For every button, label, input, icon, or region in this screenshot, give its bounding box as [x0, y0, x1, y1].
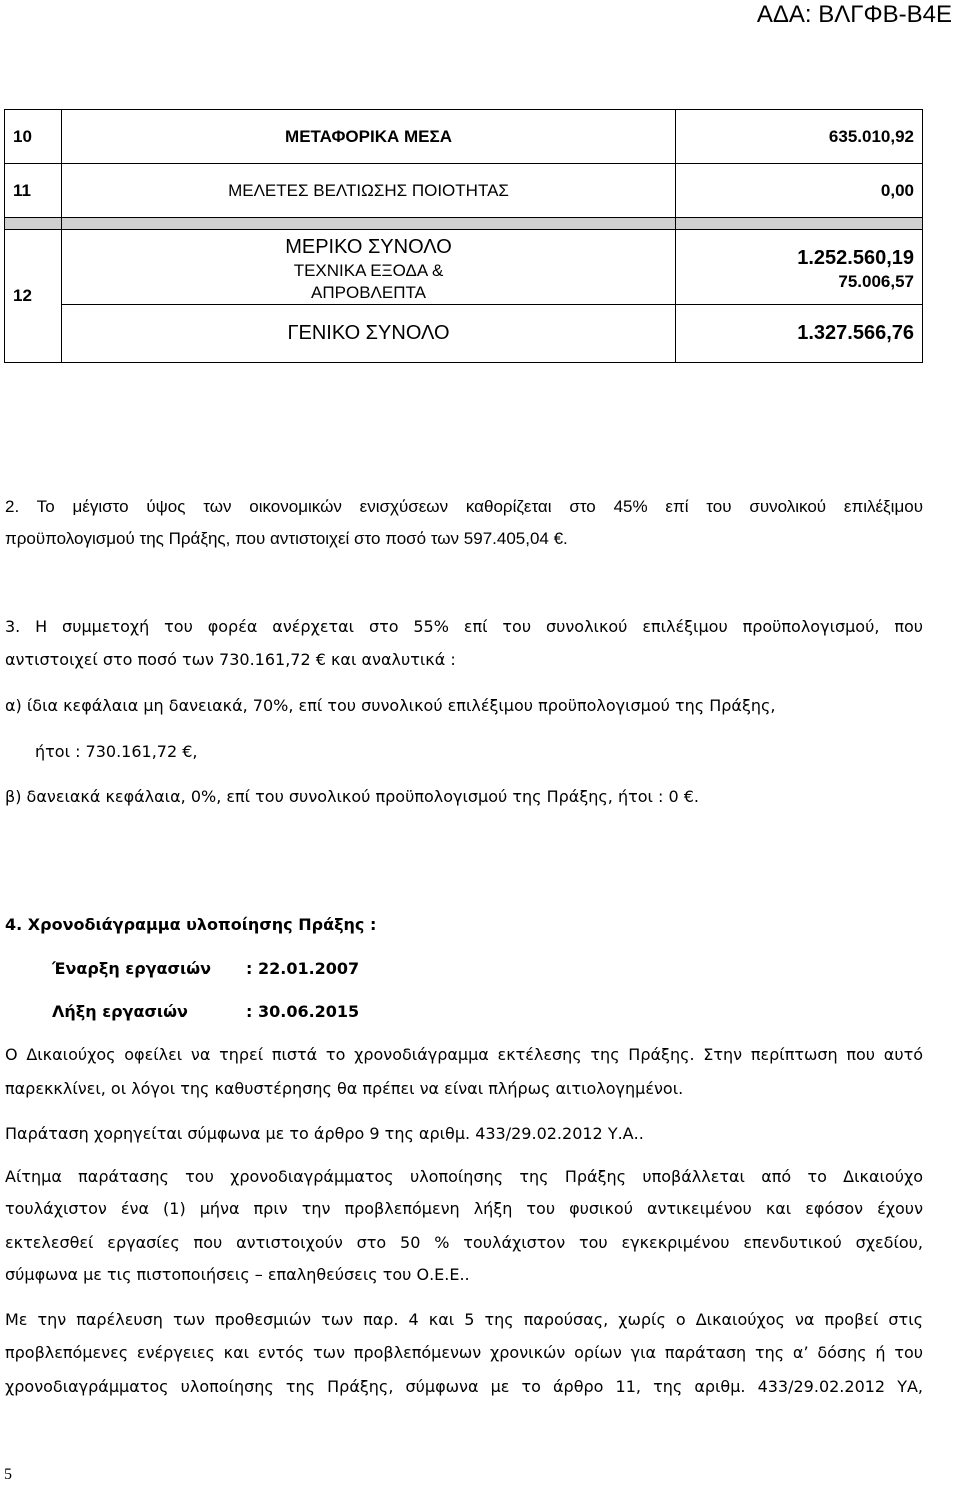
- page-number: 5: [4, 1466, 12, 1483]
- total-label: ΓΕΝΙΚΟ ΣΥΝΟΛΟ: [62, 305, 676, 363]
- ada-code: ΑΔΑ: ΒΛΓΦΒ-Β4Ε: [756, 1, 952, 28]
- section2-line2: προϋπολογισμού της Πράξης, που αντιστοιχεί στο ποσό των 597.405,04 €.: [5, 529, 568, 548]
- para1-line1: Ο Δικαιούχος οφείλει να τηρεί πιστά το χρονοδιάγραμμα εκτέλεσης της Πράξης. Στην περίπτωση που αυτό: [5, 1045, 923, 1064]
- para3-line1: Αίτημα παράτασης του χρονοδιαγράμματος υλοποίησης της Πράξης υποβάλλεται από το Δικαιούχο: [5, 1167, 923, 1186]
- row-code: 12: [5, 230, 62, 363]
- separator-row: [5, 218, 923, 230]
- section3-line2: αντιστοιχεί στο ποσό των 730.161,72 € και αναλυτικά :: [5, 650, 456, 669]
- total-amount: 1.327.566,76: [676, 305, 923, 363]
- technical-label-2: ΑΠΡΟΒΛΕΠΤΑ: [311, 283, 426, 302]
- start-value: : 22.01.2007: [246, 959, 360, 978]
- para3-line2: τουλάχιστον ένα (1) μήνα πριν την προβλεπόμενη λήξη του φυσικού αντικειμένου και εφόσον έχουν: [5, 1199, 923, 1218]
- para4-line1: Με την παρέλευση των προθεσμιών των παρ. 4 και 5 της παρούσας, χωρίς ο Δικαιούχος να προβεί στις: [5, 1310, 923, 1329]
- subtotal-amounts: [676, 230, 923, 305]
- para2: Παράταση χορηγείται σύμφωνα με το άρθρο 9 της αριθμ. 433/29.02.2012 Υ.Α..: [5, 1124, 644, 1143]
- table-row: [5, 164, 923, 218]
- section3-line1: 3. Η συμμετοχή του φορέα ανέρχεται στο 55% επί του συνολικού επιλέξιμου προϋπολογισμού, που: [5, 617, 923, 636]
- end-value: : 30.06.2015: [246, 1002, 360, 1021]
- table-row: [5, 230, 923, 305]
- para3-line3: εκτελεσθεί εργασίες που αντιστοιχούν στο 50 % τουλάχιστον του εγκεκριμένου επενδυτικού σχεδίου,: [5, 1233, 923, 1252]
- section3-beta: β) δανειακά κεφάλαια, 0%, επί του συνολικού προϋπολογισμού της Πράξης, ήτοι : 0 €.: [5, 787, 700, 806]
- row-code: 10: [5, 110, 62, 164]
- section4-title: 4. Χρονοδιάγραμμα υλοποίησης Πράξης :: [5, 915, 377, 934]
- start-label: Έναρξη εργασιών: [52, 959, 212, 978]
- para4-line3: χρονοδιαγράμματος υλοποίησης της Πράξης, σύμφωνα με το άρθρο 11, της αριθμ. 433/29.02.2012 ΥΑ,: [5, 1377, 923, 1396]
- row-description: ΜΕΛΕΤΕΣ ΒΕΛΤΙΩΣΗΣ ΠΟΙΟΤΗΤΑΣ: [62, 164, 676, 218]
- technical-amount: 75.006,57: [838, 272, 914, 291]
- row-amount: 0,00: [676, 164, 923, 218]
- table-row: [5, 110, 923, 164]
- table-row: [5, 305, 923, 363]
- section3-alpha: α) ίδια κεφάλαια μη δανειακά, 70%, επί του συνολικού επιλέξιμου προϋπολογισμού της Πράξης,: [5, 696, 776, 715]
- row-description: ΜΕΤΑΦΟΡΙΚΑ ΜΕΣΑ: [62, 110, 676, 164]
- section3-alpha-amount: ήτοι : 730.161,72 €,: [35, 742, 198, 761]
- row-amount: 635.010,92: [676, 110, 923, 164]
- budget-table: [4, 109, 923, 363]
- para3-line4: σύμφωνα με τις πιστοποιήσεις – επαληθεύσεις του Ο.Ε.Ε..: [5, 1265, 470, 1284]
- para1-line2: παρεκκλίνει, οι λόγοι της καθυστέρησης θα πρέπει να είναι πλήρως αιτιολογημένοι.: [5, 1079, 684, 1098]
- subtotal-amount: 1.252.560,19: [797, 247, 914, 269]
- end-label: Λήξη εργασιών: [52, 1002, 188, 1021]
- technical-label-1: ΤΕΧΝΙΚΑ ΕΞΟΔΑ &: [293, 261, 444, 280]
- section2-line1: 2. Το μέγιστο ύψος των οικονομικών ενισχύσεων καθορίζεται στο 45% επί του συνολικού επιλέξιμου: [5, 497, 923, 516]
- row-code: 11: [5, 164, 62, 218]
- subtotal-label: ΜΕΡΙΚΟ ΣΥΝΟΛΟ: [285, 236, 452, 258]
- subtotal-and-technical: [62, 230, 676, 305]
- para4-line2: προβλεπόμενες ενέργειες και εντός των προβλεπόμενων χρονικών ορίων για παράταση της α’ δόσης ή του: [5, 1343, 923, 1362]
